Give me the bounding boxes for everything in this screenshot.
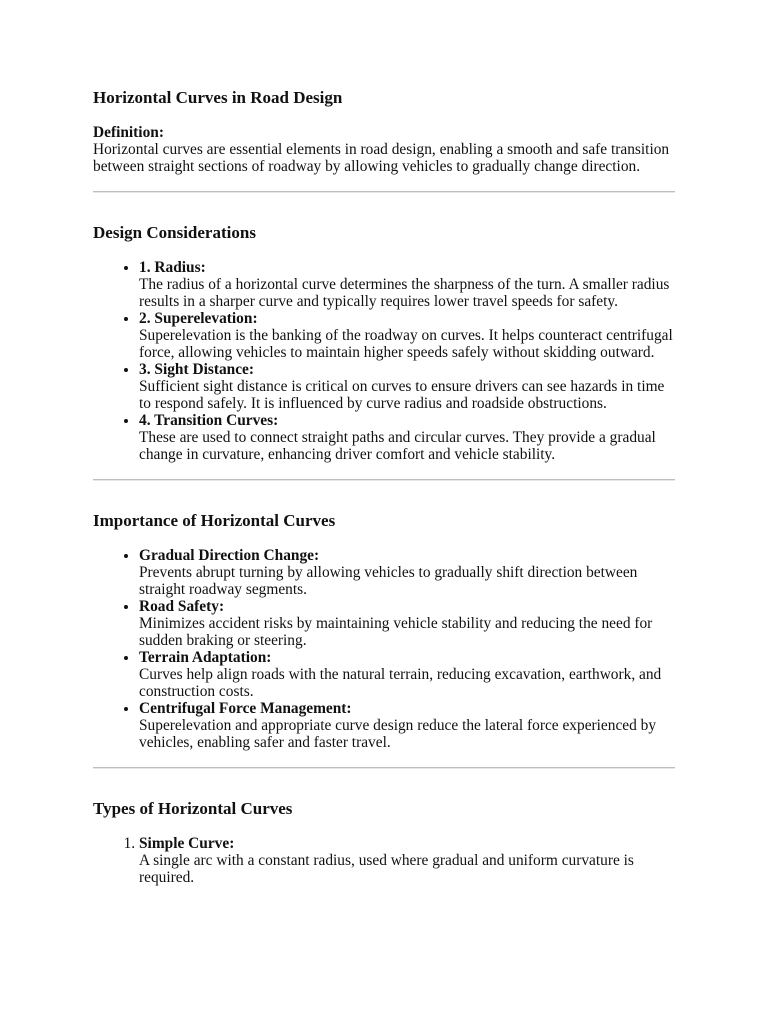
- list-item-title: • Centrifugal Force Management:: [139, 700, 352, 717]
- list-item: [139, 412, 675, 463]
- list-item: [139, 547, 675, 598]
- types-list: [93, 835, 675, 886]
- list-item-description: Sufficient sight distance is critical on curves to ensure drivers can see hazards in time to respond safely. It is influenced by curve radius and roadside obstructions.: [139, 378, 665, 412]
- importance-heading: Importance of Horizontal Curves: [93, 511, 336, 530]
- section-divider: [93, 767, 675, 769]
- list-item: [139, 310, 675, 361]
- importance-list: [93, 547, 675, 751]
- document-content: [93, 88, 675, 886]
- list-item-description: Superelevation is the banking of the roadway on curves. It helps counteract centrifugal force, allowing vehicles to maintain higher speeds safely without skidding outward.: [139, 327, 673, 361]
- list-item-title: • Road Safety:: [139, 598, 225, 615]
- list-item-title: • Gradual Direction Change:: [139, 547, 320, 564]
- design-considerations-heading: Design Considerations: [93, 223, 256, 242]
- list-item-description: Superelevation and appropriate curve design reduce the lateral force experienced by vehicles, enabling safer and faster travel.: [139, 717, 657, 751]
- list-item-title: 1. Simple Curve:: [139, 835, 235, 852]
- list-item: [139, 700, 675, 751]
- section-divider: [93, 191, 675, 193]
- list-item-title: • 1. Radius:: [139, 259, 206, 276]
- list-item-title: • 2. Superelevation:: [139, 310, 258, 327]
- list-item-description: Minimizes accident risks by maintaining vehicle stability and reducing the need for sudden braking or steering.: [139, 615, 653, 649]
- list-item-description: These are used to connect straight paths and circular curves. They provide a gradual change in curvature, enhancing driver comfort and vehicle stability.: [139, 429, 656, 463]
- list-item: [139, 649, 675, 700]
- list-item: [139, 835, 675, 886]
- page-title: Horizontal Curves in Road Design: [93, 88, 343, 107]
- list-item: [139, 361, 675, 412]
- list-item-description: Curves help align roads with the natural terrain, reducing excavation, earthwork, and construction costs.: [139, 666, 662, 700]
- section-divider: [93, 479, 675, 481]
- definition-text: Horizontal curves are essential elements in road design, enabling a smooth and safe transition between straight sections of roadway by allowing vehicles to gradually change direction.: [93, 141, 670, 175]
- list-item: [139, 598, 675, 649]
- types-heading: Types of Horizontal Curves: [93, 799, 293, 818]
- list-item-description: A single arc with a constant radius, used where gradual and uniform curvature is required.: [139, 852, 634, 886]
- list-item-description: The radius of a horizontal curve determines the sharpness of the turn. A smaller radius results in a sharper curve and typically requires lower travel speeds for safety.: [139, 276, 670, 310]
- definition-label: Definition:: [93, 124, 164, 141]
- list-item-title: • 3. Sight Distance:: [139, 361, 255, 378]
- list-item-title: • Terrain Adaptation:: [139, 649, 272, 666]
- list-item: [139, 259, 675, 310]
- list-item-description: Prevents abrupt turning by allowing vehicles to gradually shift direction between straight roadway segments.: [139, 564, 638, 598]
- list-item-title: • 4. Transition Curves:: [139, 412, 279, 429]
- design-considerations-list: [93, 259, 675, 463]
